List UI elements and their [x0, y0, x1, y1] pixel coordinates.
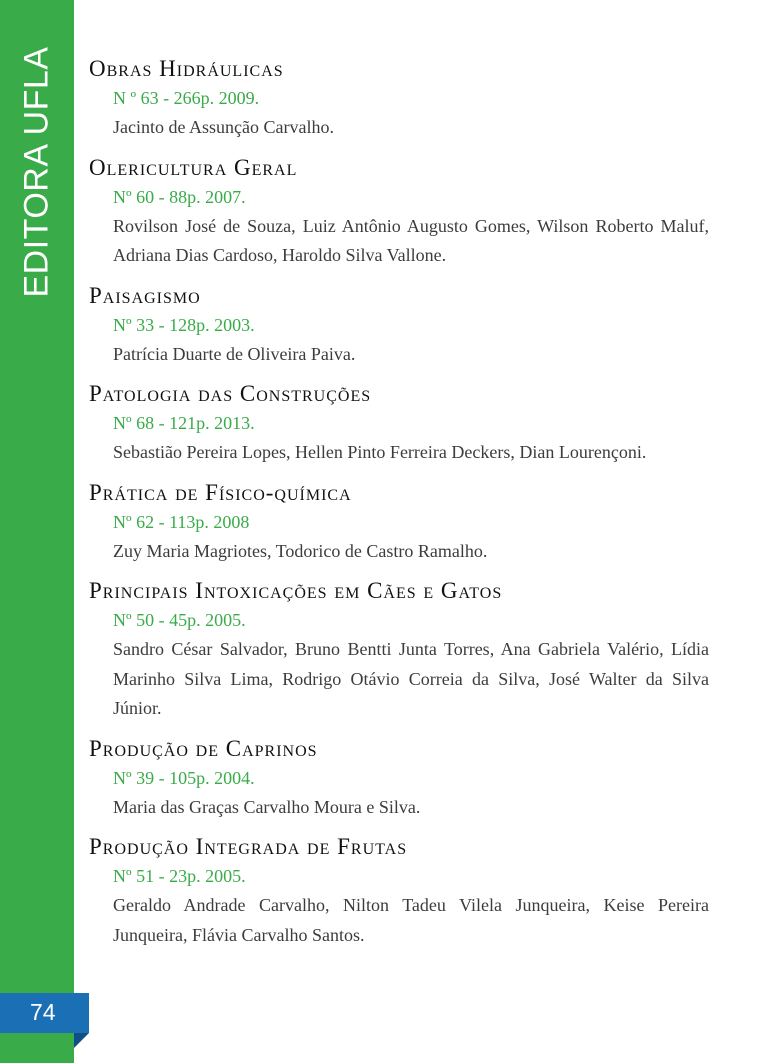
catalog-entry: [89, 54, 709, 143]
entry-authors: Sandro César Salvador, Bruno Bentti Junta Torres, Ana Gabriela Valério, Lídia Marinho Silva Lima, Rodrigo Otávio Correia da Silva, José Walter da Silva Júnior.: [113, 639, 709, 718]
entry-title: Principais Intoxicações em Cães e Gatos: [89, 578, 503, 603]
entry-title: Paisagismo: [89, 282, 201, 308]
entry-authors: Zuy Maria Magriotes, Todorico de Castro Ramalho.: [113, 540, 488, 561]
entry-authors: Jacinto de Assunção Carvalho.: [113, 117, 334, 137]
entry-title: Obras Hidráulicas: [89, 56, 284, 81]
entry-info: Nº 50 - 45p. 2005.: [113, 610, 246, 630]
entry-info: N º 63 - 266p. 2009.: [113, 88, 260, 108]
entry-info: Nº 60 - 88p. 2007.: [113, 186, 246, 207]
catalog-entry: [89, 478, 709, 567]
entry-authors: Patrícia Duarte de Oliveira Paiva.: [113, 343, 356, 364]
catalog-entry: [89, 379, 709, 468]
publisher-label: EDITORA UFLA: [17, 46, 56, 298]
entry-info: Nº 51 - 23p. 2005.: [113, 866, 246, 886]
page-number: 74: [30, 999, 56, 1025]
catalog-entry: [89, 153, 709, 271]
sidebar-band: [0, 0, 74, 1063]
entry-title: Produção Integrada de Frutas: [89, 834, 408, 859]
entry-title: Patologia das Construções: [89, 381, 372, 406]
entry-title: Prática de Físico-química: [89, 479, 352, 505]
catalog-entry: [89, 832, 709, 950]
page-tab-notch: [74, 1033, 89, 1048]
catalog-list: [89, 54, 709, 960]
catalog-entry: [89, 281, 709, 370]
entry-title: Produção de Caprinos: [89, 735, 318, 761]
entry-authors: Rovilson José de Souza, Luiz Antônio Augusto Gomes, Wilson Roberto Maluf, Adriana Dias Cardoso, Haroldo Silva Vallone.: [113, 215, 709, 265]
entry-info: Nº 39 - 105p. 2004.: [113, 767, 255, 788]
entry-authors: Sebastião Pereira Lopes, Hellen Pinto Ferreira Deckers, Dian Lourençoni.: [113, 442, 647, 462]
catalog-entry: [89, 734, 709, 823]
entry-info: Nº 33 - 128p. 2003.: [113, 314, 255, 335]
entry-info: Nº 62 - 113p. 2008: [113, 511, 250, 532]
entry-authors: Geraldo Andrade Carvalho, Nilton Tadeu Vilela Junqueira, Keise Pereira Junqueira, Flávia Carvalho Santos.: [113, 895, 709, 945]
entry-info: Nº 68 - 121p. 2013.: [113, 413, 255, 433]
catalog-entry: [89, 576, 709, 724]
entry-title: Olericultura Geral: [89, 154, 298, 180]
entry-authors: Maria das Graças Carvalho Moura e Silva.: [113, 796, 421, 817]
